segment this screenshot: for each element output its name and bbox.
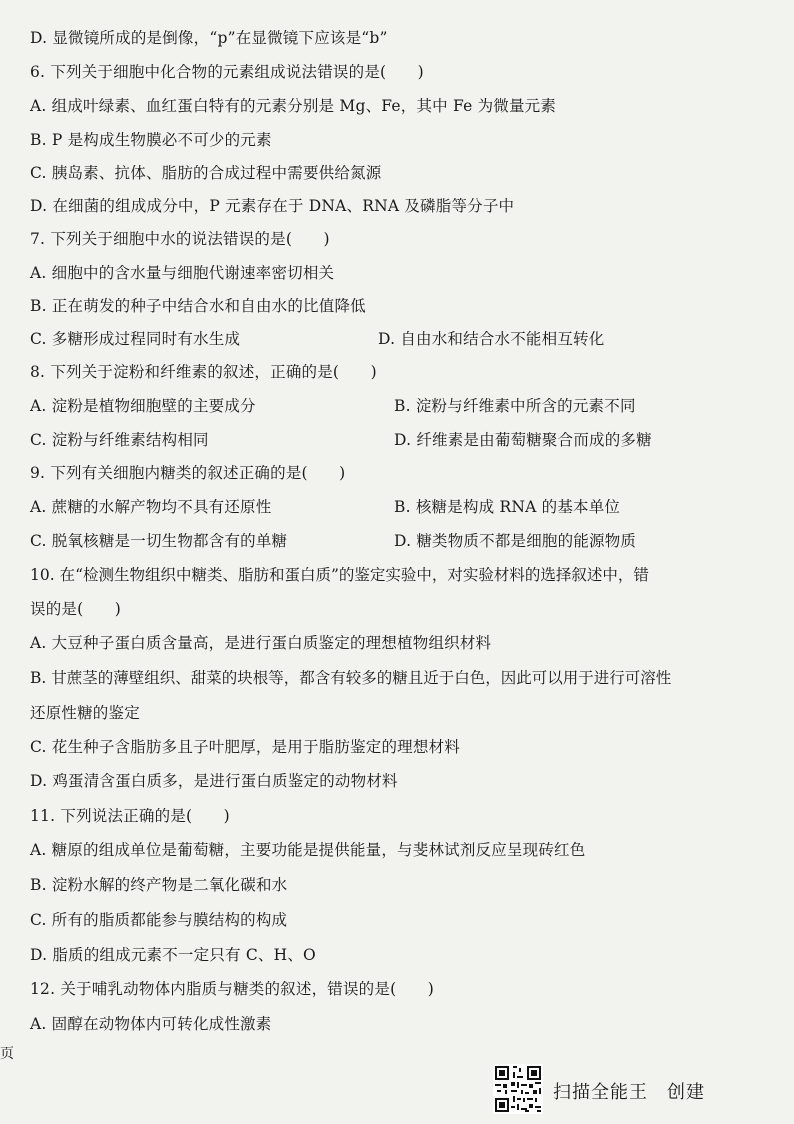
page-number-fragment: 页 xyxy=(0,1046,14,1062)
scanner-watermark xyxy=(493,1064,723,1116)
question-10-stem: 10. 在“检测生物组织中糖类、脂肪和蛋白质”的鉴定实验中，对实验材料的选择叙述中，错 xyxy=(30,566,649,584)
question-8-option-a: A. 淀粉是植物细胞壁的主要成分 xyxy=(30,397,256,415)
question-10-option-b: B. 甘蔗茎的薄壁组织、甜菜的块根等，都含有较多的糖且近于白色，因此可以用于进行可溶性 xyxy=(30,669,672,687)
question-11-option-d: D. 脂质的组成元素不一定只有 C、H、O xyxy=(30,946,316,964)
question-10-option-a: A. 大豆种子蛋白质含量高，是进行蛋白质鉴定的理想植物组织材料 xyxy=(30,634,492,652)
question-11-option-c: C. 所有的脂质都能参与膜结构的构成 xyxy=(30,911,288,929)
question-7-option-d: D. 自由水和结合水不能相互转化 xyxy=(378,330,605,348)
question-12-option-a: A. 固醇在动物体内可转化成性激素 xyxy=(30,1015,272,1033)
question-8-option-c: C. 淀粉与纤维素结构相同 xyxy=(30,431,209,449)
question-8-stem: 8. 下列关于淀粉和纤维素的叙述，正确的是( ) xyxy=(30,363,377,381)
question-9-stem: 9. 下列有关细胞内糖类的叙述正确的是( ) xyxy=(30,464,346,482)
scanner-brand-text: 扫描全能王 创建 xyxy=(553,1082,705,1103)
qr-code-icon xyxy=(493,1064,543,1114)
question-9-option-b: B. 核糖是构成 RNA 的基本单位 xyxy=(394,498,621,516)
question-6-option-a: A. 组成叶绿素、血红蛋白特有的元素分别是 Mg、Fe，其中 Fe 为微量元素 xyxy=(30,97,557,115)
question-6-stem: 6. 下列关于细胞中化合物的元素组成说法错误的是( ) xyxy=(30,63,424,81)
question-7-option-c: C. 多糖形成过程同时有水生成 xyxy=(30,330,241,348)
question-6-option-d: D. 在细菌的组成成分中，P 元素存在于 DNA、RNA 及磷脂等分子中 xyxy=(30,197,515,215)
question-12-stem: 12. 关于哺乳动物体内脂质与糖类的叙述，错误的是( ) xyxy=(30,980,434,998)
question-11-stem: 11. 下列说法正确的是( ) xyxy=(30,807,230,825)
question-10-option-b-continued: 还原性糖的鉴定 xyxy=(30,704,140,722)
question-9-option-a: A. 蔗糖的水解产物均不具有还原性 xyxy=(30,498,272,516)
question-9-option-d: D. 糖类物质不都是细胞的能源物质 xyxy=(394,532,637,550)
question-11-option-b: B. 淀粉水解的终产物是二氧化碳和水 xyxy=(30,876,288,894)
question-6-option-c: C. 胰岛素、抗体、脂肪的合成过程中需要供给氮源 xyxy=(30,164,382,182)
question-7-option-a: A. 细胞中的含水量与细胞代谢速率密切相关 xyxy=(30,264,335,282)
question-8-option-d: D. 纤维素是由葡萄糖聚合而成的多糖 xyxy=(394,431,652,449)
question-8-option-b: B. 淀粉与纤维素中所含的元素不同 xyxy=(394,397,636,415)
question-7-option-b: B. 正在萌发的种子中结合水和自由水的比值降低 xyxy=(30,297,366,315)
question-10-stem-continued: 误的是( ) xyxy=(30,600,121,618)
question-6-option-b: B. P 是构成生物膜必不可少的元素 xyxy=(30,131,272,149)
question-7-stem: 7. 下列关于细胞中水的说法错误的是( ) xyxy=(30,230,330,248)
question-11-option-a: A. 糖原的组成单位是葡萄糖，主要功能是提供能量，与斐林试剂反应呈现砖红色 xyxy=(30,841,586,859)
question-10-option-d: D. 鸡蛋清含蛋白质多，是进行蛋白质鉴定的动物材料 xyxy=(30,772,398,790)
question-9-option-c: C. 脱氧核糖是一切生物都含有的单糖 xyxy=(30,532,288,550)
question-10-option-c: C. 花生种子含脂肪多且子叶肥厚，是用于脂肪鉴定的理想材料 xyxy=(30,738,460,756)
text-line: D. 显微镜所成的是倒像，“p”在显微镜下应该是“b” xyxy=(30,29,388,47)
